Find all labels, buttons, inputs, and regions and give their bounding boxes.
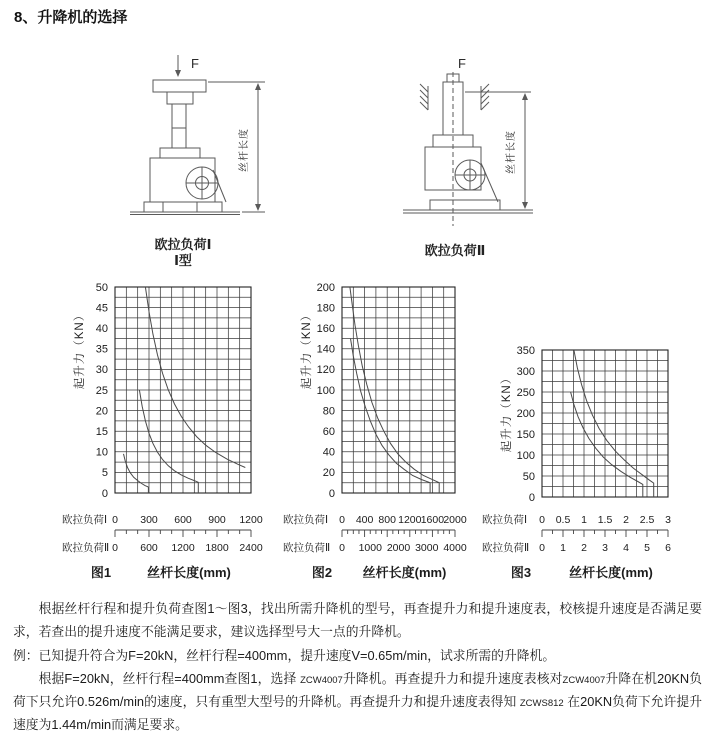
- axis2-tick-label: 2000: [386, 542, 411, 554]
- text-segment: 根据丝杆行程和提升负荷查图1～图3，找出所需升降机的型号，再查提升力和提升速度表，校核提升速度是否满足要求，若查出的提升速度不能满足要求，建议选择型号大一点的升降机。: [13, 601, 702, 640]
- y-tick-label: 20: [95, 405, 108, 418]
- axis2-row-label: 欧拉负荷Ⅱ: [283, 542, 331, 554]
- axis1-tick-label: 2: [623, 514, 629, 526]
- y-tick-label: 350: [516, 344, 535, 357]
- axis1-tick-label: 600: [174, 514, 192, 526]
- axis2-tick-label: 3: [602, 542, 608, 554]
- y-axis-label: 起升力（KN）: [74, 308, 86, 390]
- model-number: ZCWS812: [519, 698, 564, 710]
- axis2-ticks: [339, 542, 467, 554]
- axis2-ticks: [539, 542, 671, 554]
- axis2-tick-label: 4: [623, 542, 629, 554]
- axis2-tick-label: 0: [539, 542, 545, 554]
- axis2-tick-label: 3000: [415, 542, 439, 554]
- axis2-tick-label: 600: [140, 542, 158, 554]
- y-axis-label: 起升力（KN）: [301, 308, 313, 390]
- text-segment: 根据F=20kN，丝杆行程=400mm查图1，选择: [38, 670, 301, 686]
- y-tick-label: 0: [528, 491, 535, 504]
- figure-2: [283, 282, 467, 580]
- axis2-tick-label: 2: [581, 542, 587, 554]
- axis2-tick-label: 1000: [358, 542, 382, 554]
- figure-caption: 图1: [90, 565, 112, 580]
- y-axis-ticks: [317, 282, 335, 500]
- figure-3: [482, 345, 671, 580]
- axis2-ticks: [112, 542, 263, 554]
- y-tick-label: 5: [101, 467, 108, 480]
- y-tick-label: 15: [95, 426, 108, 438]
- axis1-row-label: 欧拉负荷Ⅰ: [283, 514, 329, 526]
- text-segment: 例：已知提升符合为F=20kN，丝杆行程=400mm，提升速度V=0.65m/min，试求所需的升降机。: [13, 647, 556, 663]
- chart-grid: [115, 287, 251, 493]
- axis1-tick-label: 2.5: [639, 514, 655, 526]
- axis-ruler: [342, 530, 455, 537]
- axis1-tick-label: 1600: [420, 514, 445, 526]
- axis2-tick-label: 5: [644, 542, 650, 554]
- axis2-row-label: 欧拉负荷Ⅱ: [482, 542, 530, 554]
- axis1-tick-label: 0: [339, 514, 345, 526]
- paragraph-3: [13, 667, 702, 735]
- text-segment: 升降在机20KN负荷下只允许0.526m/min的速度，只有重型大型号的升降机。再查提升力和提升速度表得知: [13, 670, 703, 710]
- axis-ruler: [115, 530, 251, 537]
- diagram-2-caption-line1: 欧拉负荷Ⅱ: [424, 243, 486, 258]
- y-tick-label: 100: [516, 449, 535, 462]
- axis2-tick-label: 0: [112, 542, 118, 554]
- axis1-tick-label: 0.5: [555, 514, 571, 526]
- text-segment: 在20KN负荷下允许提升速度为1.44m/min而满足要求。: [13, 694, 702, 733]
- y-axis-label: 起升力（KN）: [501, 371, 513, 453]
- body-text: [13, 597, 702, 735]
- axis2-tick-label: 0: [339, 542, 345, 554]
- axis2-tick-label: 1: [560, 542, 566, 554]
- axis-ruler: [542, 530, 668, 537]
- axis1-tick-label: 300: [140, 514, 158, 526]
- y-tick-label: 180: [316, 302, 335, 315]
- y-tick-label: 60: [322, 426, 335, 438]
- figure-1: [62, 282, 263, 580]
- dimension-label: 丝杆长度: [239, 128, 250, 172]
- axis1-ticks: [539, 514, 671, 526]
- axis2-tick-label: 1200: [171, 542, 195, 554]
- y-tick-label: 35: [95, 343, 108, 356]
- text-segment: 升降机。再查提升力和提升速度表核对: [342, 670, 563, 686]
- y-tick-label: 200: [516, 407, 535, 420]
- axis1-tick-label: 1: [581, 514, 587, 526]
- axis1-tick-label: 900: [208, 514, 226, 526]
- axis1-tick-label: 400: [355, 514, 374, 526]
- y-tick-label: 200: [316, 281, 335, 294]
- page-title: 8、升降机的选择: [14, 9, 128, 26]
- axis1-tick-label: 2000: [443, 514, 467, 526]
- y-tick-label: 40: [322, 446, 335, 459]
- diagram-1-caption-line2: Ⅰ型: [174, 253, 192, 268]
- axis1-row-label: 欧拉负荷Ⅰ: [482, 514, 528, 526]
- axis1-tick-label: 1.5: [597, 514, 613, 526]
- axis1-row-label: 欧拉负荷Ⅰ: [62, 514, 108, 526]
- y-axis-ticks: [517, 345, 535, 504]
- axis1-tick-label: 0: [539, 514, 545, 526]
- x-axis-label: 丝杆长度(mm): [362, 565, 447, 580]
- y-tick-label: 120: [316, 364, 335, 377]
- series-curve-lower: [351, 339, 431, 494]
- axis2-row-label: 欧拉负荷Ⅱ: [62, 542, 110, 554]
- figure-caption: 图2: [311, 565, 333, 580]
- force-label: F: [458, 56, 466, 71]
- axis2-tick-label: 2400: [239, 542, 263, 554]
- axis1-tick-label: 3: [665, 514, 671, 526]
- x-axis-label: 丝杆长度(mm): [147, 565, 231, 580]
- y-tick-label: 50: [522, 470, 535, 483]
- y-tick-label: 0: [328, 487, 335, 500]
- axis1-tick-label: 1200: [398, 514, 422, 526]
- paragraph-1: [13, 597, 702, 644]
- y-tick-label: 0: [101, 487, 108, 500]
- dimension-label: 丝杆长度: [506, 130, 517, 174]
- y-tick-label: 30: [95, 364, 108, 377]
- y-tick-label: 20: [322, 467, 335, 480]
- axis1-tick-label: 0: [112, 514, 118, 526]
- axis2-tick-label: 6: [665, 542, 671, 554]
- y-tick-label: 80: [322, 405, 335, 418]
- axis2-tick-label: 1800: [205, 542, 229, 554]
- model-number: ZCW4007: [562, 674, 606, 686]
- y-tick-label: 25: [95, 384, 108, 397]
- y-tick-label: 10: [95, 446, 108, 459]
- axis1-tick-label: 800: [378, 514, 396, 526]
- chart-grid: [542, 350, 668, 497]
- axis1-ticks: [112, 514, 263, 526]
- y-tick-label: 300: [516, 365, 535, 378]
- model-number: ZCW4007: [300, 674, 343, 686]
- axis1-tick-label: 1200: [239, 514, 263, 526]
- y-tick-label: 100: [316, 384, 335, 397]
- y-tick-label: 40: [95, 323, 108, 335]
- paragraph-2: [13, 644, 702, 667]
- axis1-ticks: [339, 514, 467, 526]
- y-tick-label: 160: [316, 323, 335, 335]
- series-curve-small: [124, 454, 149, 493]
- y-axis-ticks: [96, 282, 108, 500]
- y-tick-label: 250: [516, 386, 535, 399]
- diagram-1-caption-line1: 欧拉负荷Ⅰ: [154, 237, 212, 252]
- force-label: F: [191, 56, 199, 71]
- axis2-tick-label: 4000: [443, 542, 467, 554]
- x-axis-label: 丝杆长度(mm): [569, 565, 653, 580]
- y-tick-label: 45: [95, 302, 108, 315]
- y-tick-label: 50: [95, 281, 108, 294]
- y-tick-label: 150: [516, 428, 535, 441]
- y-tick-label: 140: [316, 343, 335, 356]
- chart-grid: [342, 287, 455, 493]
- figure-caption: 图3: [510, 565, 532, 580]
